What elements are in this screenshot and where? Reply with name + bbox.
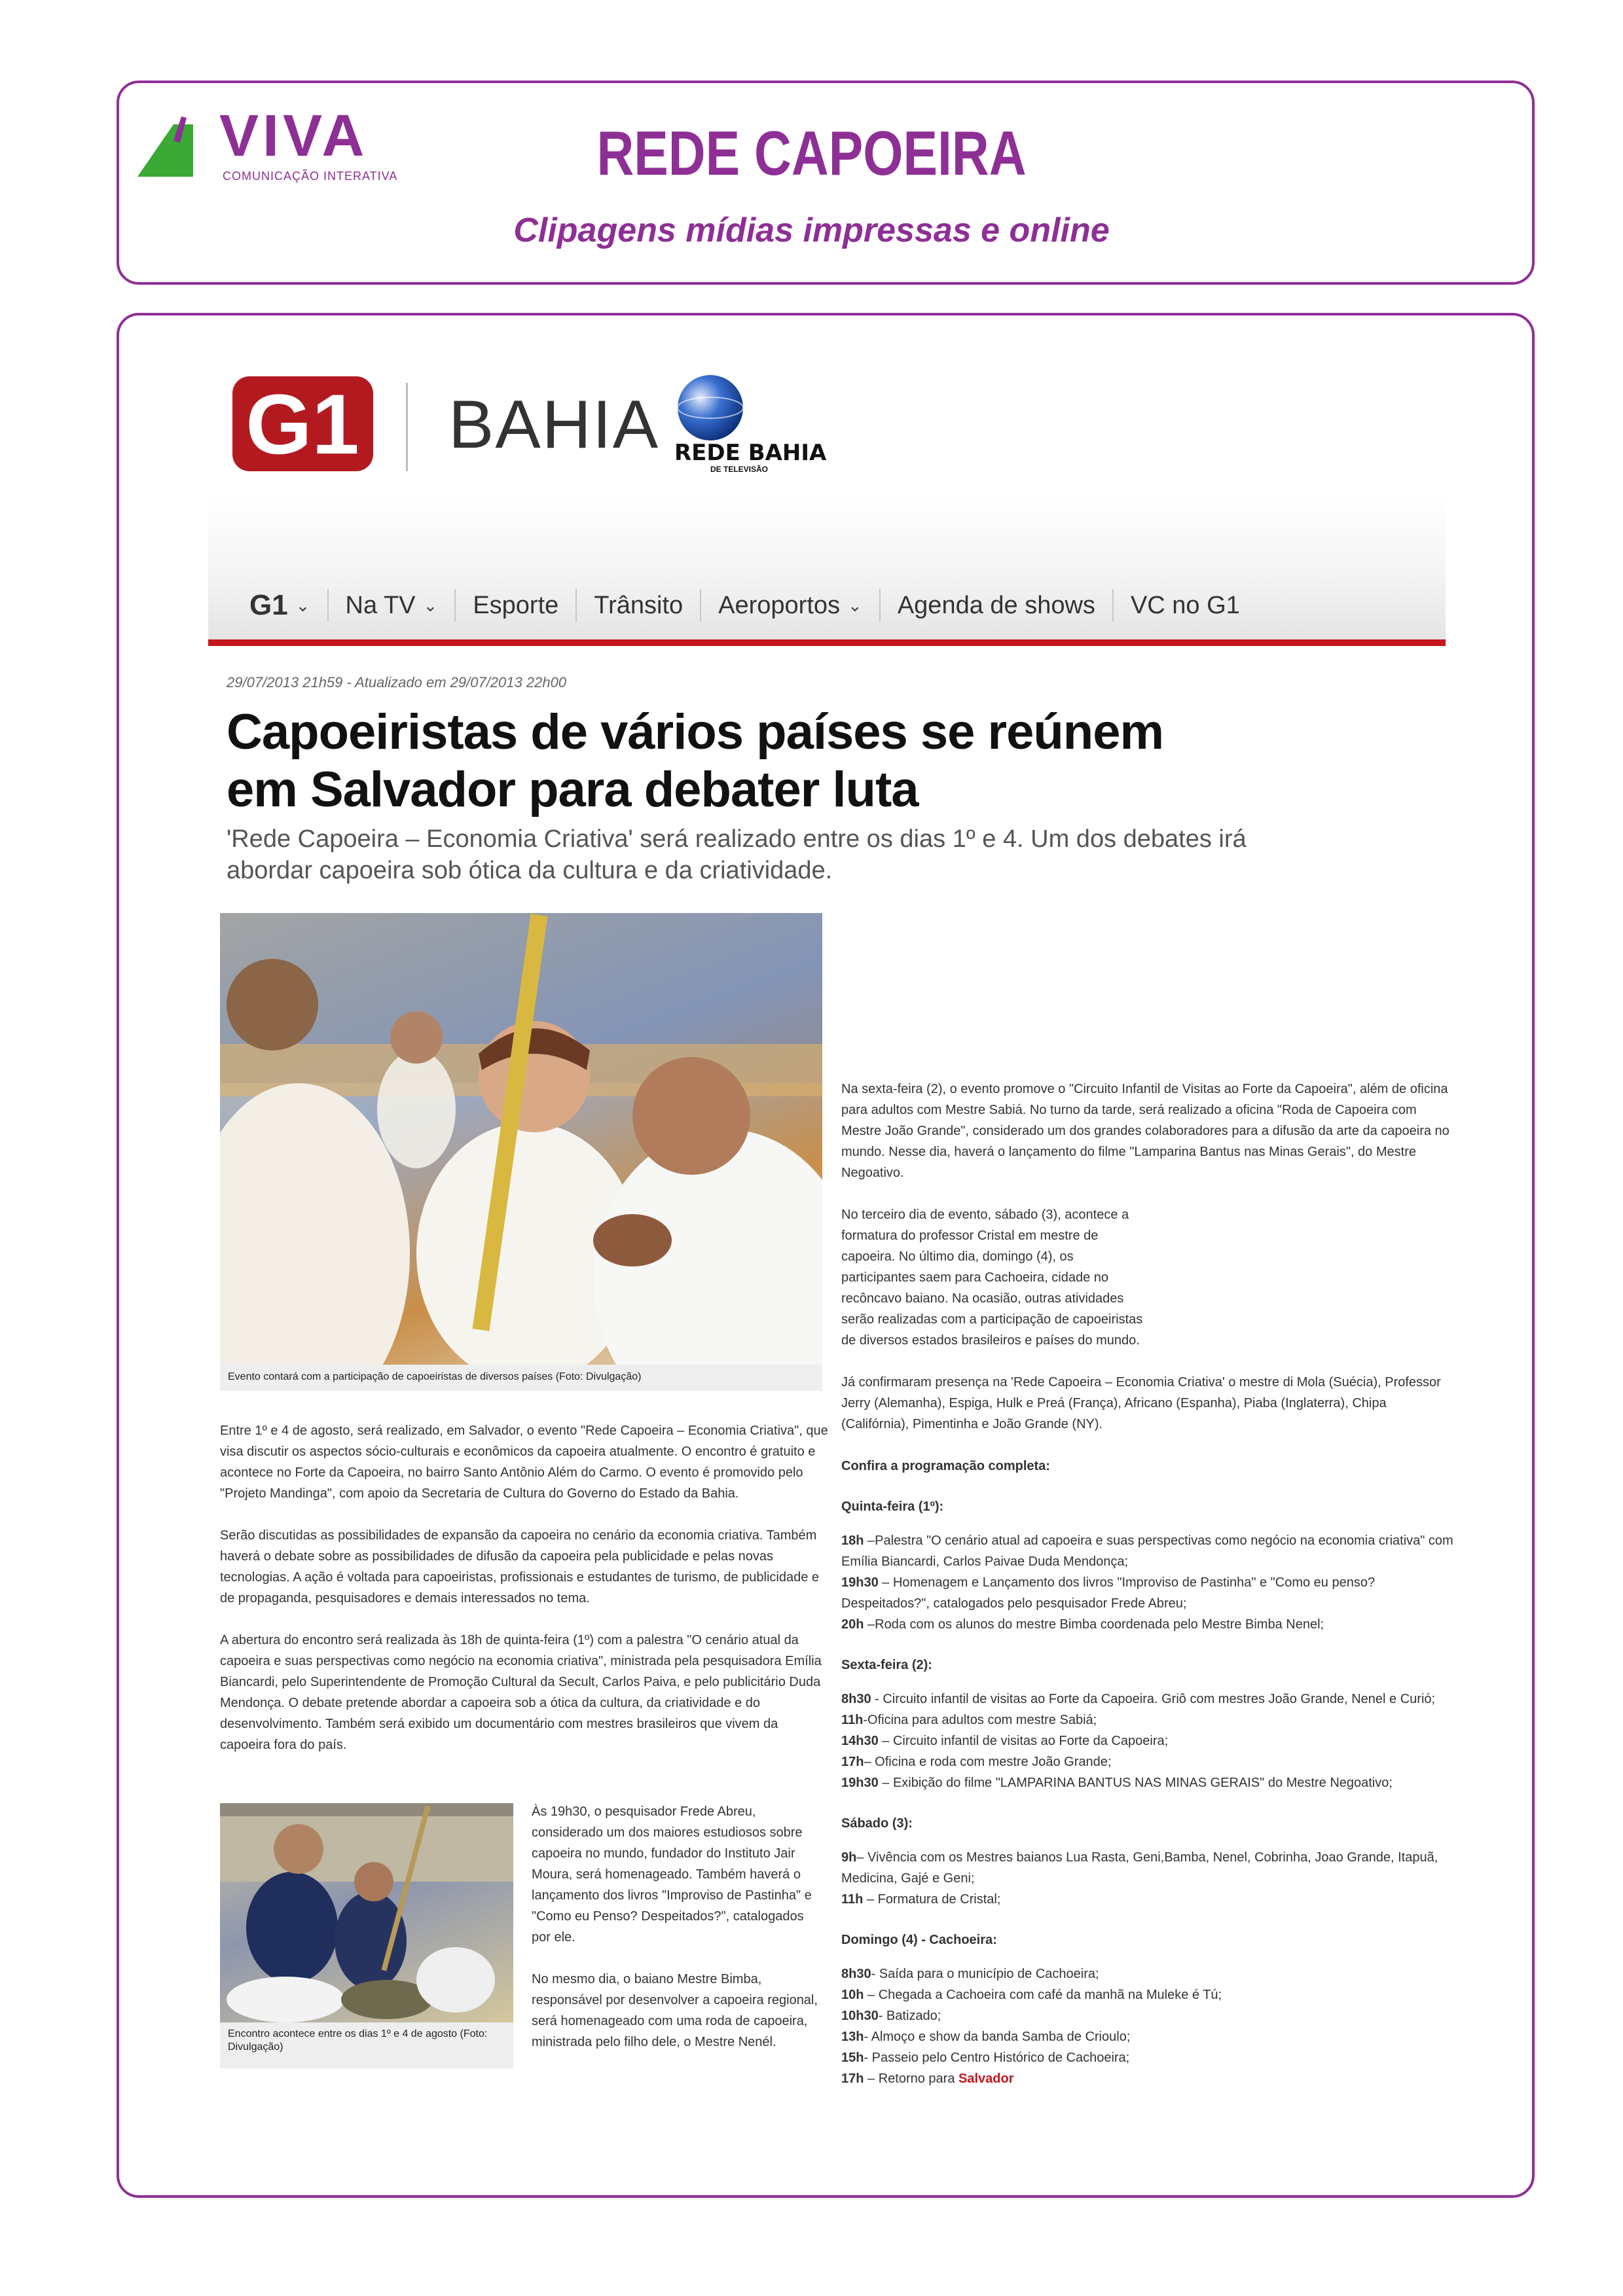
program-item xyxy=(841,1530,1457,1572)
chevron-down-icon: ⌄ xyxy=(848,595,862,615)
program-time: 17h xyxy=(841,1755,864,1769)
nav-item-label: Agenda de shows xyxy=(897,591,1095,619)
program-item xyxy=(841,2026,1457,2047)
article-photo-main xyxy=(220,913,822,1365)
program-item xyxy=(841,1731,1457,1751)
program-text: - Saída para o município de Cachoeira; xyxy=(871,1967,1099,1981)
nav-item-label: Aeroportos xyxy=(718,591,841,619)
nav-item-aeroportos[interactable] xyxy=(701,589,881,622)
article-paragraph: Serão discutidas as possibilidades de expansão da capoeira no cenário da economia criativa. Também haverá o debate sobre as possibilidades de difusão da capoeira pela publicidade e pelas novas tecnologias. A ação é voltada para capoeiristas, profissionais e estudantes de turismo, de publicidade e de propaganda, pesquisadores e demais interessados no tema. xyxy=(220,1528,820,1605)
article-deck: 'Rede Capoeira – Economia Criativa' será realizado entre os dias 1º e 4. Um dos debates irá abordar capoeira sob ótica da cultura e da criatividade. xyxy=(227,825,1247,884)
article-paragraph: Na sexta-feira (2), o evento promove o "Circuito Infantil de Visitas ao Forte da Capoeira", além de oficina para adultos com Mestre Sabiá. No turno da tarde, será realizado a oficina "Roda de Capoeira com Mestre João Grande", considerado um dos grandes colaboradores para a difusão da arte da capoeira no mundo. Nesse dia, haverá o lançamento do filme "Lamparina Bantus nas Minas Gerais", do Mestre Negoativo. xyxy=(841,1082,1450,1180)
rede-bahia-sublabel: DE TELEVISÃO xyxy=(710,465,769,474)
program-text: –Palestra "O cenário atual ad capoeira e suas perspectivas como negócio na economia criativa" com Emília Biancardi, Carlos Paivae Duda Mendonça; xyxy=(841,1534,1453,1569)
g1-logo-text: G1 xyxy=(246,376,359,471)
program-item xyxy=(841,1984,1457,2005)
program-text: - Batizado; xyxy=(878,2009,941,2023)
nav-item-label: VC no G1 xyxy=(1130,591,1240,619)
program-time: 13h xyxy=(841,2030,864,2044)
nav-item-transito[interactable] xyxy=(577,589,701,622)
program-text: –Roda com os alunos do mestre Bimba coordenada pelo Mestre Bimba Nenel; xyxy=(864,1617,1324,1632)
program-text: – Oficina e roda com mestre João Grande; xyxy=(864,1755,1112,1769)
nav-item-esporte[interactable] xyxy=(456,589,577,622)
program-text: - Circuito infantil de visitas ao Forte da Capoeira. Griô com mestres João Grande, Nenel e Curió; xyxy=(871,1692,1436,1706)
nav-item-label: Trânsito xyxy=(594,591,684,619)
program-text: – Retorno para xyxy=(864,2072,958,2086)
program-time: 11h xyxy=(841,1892,864,1907)
program-time: 18h xyxy=(841,1534,864,1548)
nav-item-na-tv[interactable] xyxy=(329,589,456,622)
nav-item-label: Na TV xyxy=(345,591,416,619)
program-title: Confira a programação completa: xyxy=(841,1459,1050,1473)
program-day: Sábado (3): xyxy=(841,1816,913,1831)
chevron-down-icon: ⌄ xyxy=(295,595,310,615)
program-text: -Oficina para adultos com mestre Sabiá; xyxy=(863,1713,1097,1727)
bahia-label: BAHIA xyxy=(448,387,660,463)
article-paragraph: Às 19h30, o pesquisador Frede Abreu, considerado um dos maiores estudiosos sobre capoeira no mundo, fundador do Instituto Jair Moura, será homenageado. Também haverá o lançamento dos livros "Improviso de Pastinha" e "Como eu Penso? Despeitados?", catalogados por ele. xyxy=(532,1804,812,1945)
program-text: – Formatura de Cristal; xyxy=(863,1892,1001,1907)
nav-item-g1[interactable] xyxy=(232,589,329,622)
article-body-middle xyxy=(532,1801,820,2073)
nav-item-agenda-de-shows[interactable] xyxy=(881,589,1114,622)
program-time: 14h30 xyxy=(841,1734,879,1748)
program-item xyxy=(841,1751,1457,1772)
photo-illustration xyxy=(220,913,822,1365)
program-item xyxy=(841,2068,1457,2089)
nav-item-label: Esporte xyxy=(473,591,559,619)
program-day: Quinta-feira (1º): xyxy=(841,1499,944,1514)
article-photo-secondary xyxy=(220,1803,513,2022)
program-item xyxy=(841,1964,1457,1984)
program-text: – Vivência com os Mestres baianos Lua Rasta, Geni,Bamba, Nenel, Cobrinha, Joao Grande, Itapuã, Medicina, Gajé e Geni; xyxy=(841,1850,1438,1886)
program-text: – Homenagem e Lançamento dos livros "Improviso de Pastinha" e "Como eu penso? Despeitados?", catalogados pelo pesquisador Frede Abreu; xyxy=(841,1575,1376,1611)
program-text: – Chegada a Cachoeira com café da manhã na Muleke é Tú; xyxy=(864,1988,1222,2002)
program-text: – Circuito infantil de visitas ao Forte da Capoeira; xyxy=(878,1734,1169,1748)
program-item xyxy=(841,1614,1457,1635)
viva-logo-tagline: COMUNICAÇÃO INTERATIVA xyxy=(223,170,398,183)
page-title: REDE CAPOEIRA xyxy=(596,118,1027,188)
article-paragraph: A abertura do encontro será realizada às 18h de quinta-feira (1º) com a palestra "O cenário atual da capoeira e suas perspectivas como negócio na economia criativa", ministrada pela pesquisadora Emília Biancardi, pelo Superintendente de Promoção Cultural da Secult, Carlos Paiva, e pelo publicitário Duda Mendonça. O debate pretende abordar a capoeira sob a ótica da cultura, da criatividade e do desenvolvimento. Também será exibido um documentário com mestres brasileiros que vivem da capoeira fora do país. xyxy=(220,1633,822,1752)
article-paragraph: No mesmo dia, o baiano Mestre Bimba, responsável por desenvolver a capoeira regional, será homenageado com uma roda de capoeira, ministrada pelo filho dele, o Mestre Nenél. xyxy=(532,1972,818,2049)
program-time: 15h xyxy=(841,2051,864,2065)
chevron-down-icon: ⌄ xyxy=(423,595,438,615)
photo-main-caption: Evento contará com a participação de capoeiristas de diversos países (Foto: Divulgação) xyxy=(220,1365,822,1391)
program-time: 9h xyxy=(841,1850,857,1865)
program-time: 10h xyxy=(841,1988,864,2002)
g1-logo[interactable] xyxy=(232,376,373,471)
nav-item-vc-no-g1[interactable] xyxy=(1114,589,1257,622)
program-item xyxy=(841,1689,1457,1710)
program-item xyxy=(841,1772,1457,1793)
rede-bahia-globe-icon xyxy=(674,372,746,444)
program-time: 17h xyxy=(841,2072,864,2086)
program-item xyxy=(841,1889,1457,1910)
page-subtitle: Clipagens mídias impressas e online xyxy=(513,211,1110,249)
program-item xyxy=(841,2047,1457,2068)
program-day: Domingo (4) - Cachoeira: xyxy=(841,1933,997,1947)
article-paragraph: No terceiro dia de evento, sábado (3), acontece a formatura do professor Cristal em mestre de capoeira. No último dia, domingo (4), os participantes saem para Cachoeira, cidade no recôncavo baiano. Na ocasião, outras atividades serão realizadas com a participação de capoeiristas de diversos estados brasileiros e países do mundo. xyxy=(841,1208,1143,1348)
program-time: 11h xyxy=(841,1713,864,1727)
viva-logo-word: VIVA xyxy=(219,105,369,169)
rede-bahia-label: REDE BAHIA xyxy=(674,440,827,466)
salvador-link[interactable]: Salvador xyxy=(958,2072,1014,2086)
article-headline: Capoeiristas de vários países se reúnem em Salvador para debater luta xyxy=(227,704,1164,817)
program-time: 19h30 xyxy=(841,1776,879,1790)
program-time: 8h30 xyxy=(841,1967,871,1981)
program-text: - Almoço e show da banda Samba de Crioulo; xyxy=(864,2030,1131,2044)
program-day: Sexta-feira (2): xyxy=(841,1658,932,1672)
photo-secondary-caption: Encontro acontece entre os dias 1º e 4 de agosto (Foto: Divulgação) xyxy=(220,2022,513,2068)
program-item xyxy=(841,1572,1457,1614)
program-text: - Passeio pelo Centro Histórico de Cachoeira; xyxy=(864,2051,1130,2065)
program-time: 19h30 xyxy=(841,1575,879,1590)
program-item xyxy=(841,1710,1457,1731)
article-dateline: 29/07/2013 21h59 - Atualizado em 29/07/2013 22h00 xyxy=(227,674,567,691)
nav-item-label: G1 xyxy=(249,589,288,621)
photo-illustration xyxy=(220,1803,513,2022)
program-text: – Exibição do filme "LAMPARINA BANTUS NAS MINAS GERAIS" do Mestre Negoativo; xyxy=(878,1776,1393,1790)
article-body-right xyxy=(841,1079,1457,2089)
brand-divider xyxy=(406,383,408,471)
program-item xyxy=(841,1847,1457,1889)
article-paragraph: Já confirmaram presença na 'Rede Capoeira – Economia Criativa' o mestre di Mola (Suécia), Professor Jerry (Alemanha), Espiga, Hulk e Preá (França), Africano (Espanha), Piaba (Inglaterra), Chipa (Califórnia), Pimentinha e João Grande (NY). xyxy=(841,1375,1441,1431)
nav-bar-underline xyxy=(208,639,1446,646)
program-item xyxy=(841,2005,1457,2026)
program-time: 8h30 xyxy=(841,1692,871,1706)
nav-menu xyxy=(232,589,1257,622)
article-paragraph: Entre 1º e 4 de agosto, será realizado, em Salvador, o evento "Rede Capoeira – Economia Criativa", que visa discutir os aspectos sócio-culturais e econômicos da capoeira atualmente. O encontro é gratuito e acontece no Forte da Capoeira, no bairro Santo Antônio Além do Carmo. O evento é promovido pelo "Projeto Mandinga", com apoio da Secretaria de Cultura do Governo do Estado da Bahia. xyxy=(220,1424,828,1501)
program-time: 10h30 xyxy=(841,2009,879,2023)
program-time: 20h xyxy=(841,1617,864,1632)
article-body-left xyxy=(220,1420,829,1776)
